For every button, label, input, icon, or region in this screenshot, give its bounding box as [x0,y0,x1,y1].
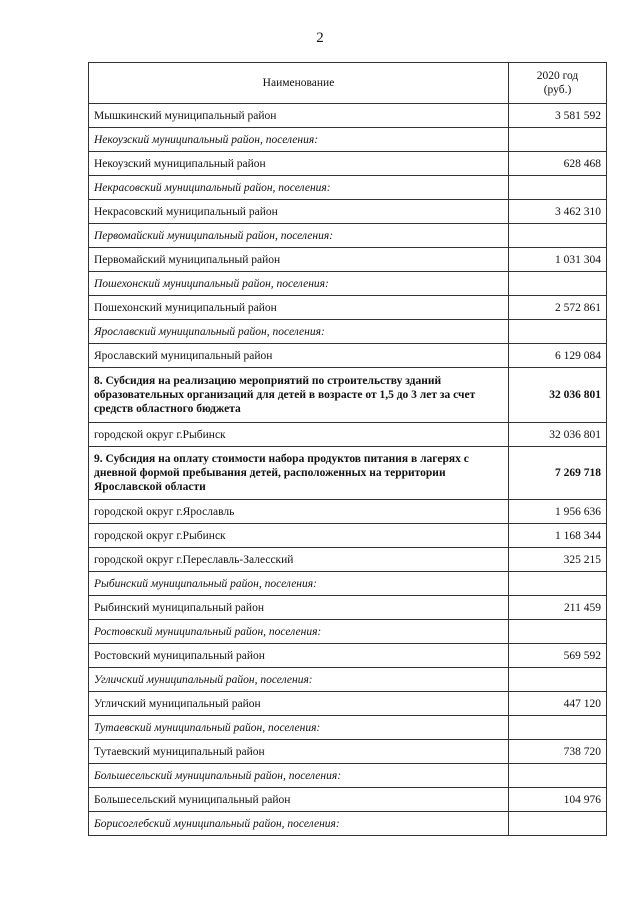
row-amount-cell: 32 036 801 [509,423,607,447]
row-amount-cell: 3 462 310 [509,200,607,224]
table-row [89,644,607,668]
table-row [89,524,607,548]
row-name-cell: Ярославский муниципальный район [89,344,509,368]
row-name-cell: городской округ г.Рыбинск [89,524,509,548]
row-amount-cell: 1 956 636 [509,500,607,524]
district-group-row [89,176,607,200]
district-group-row [89,620,607,644]
row-name-cell: городской округ г.Ярославль [89,500,509,524]
table-row [89,152,607,176]
table-row [89,692,607,716]
table-row [89,248,607,272]
row-name-cell: Угличский муниципальный район, поселения: [89,668,509,692]
table-row [89,548,607,572]
row-amount-cell: 569 592 [509,644,607,668]
row-name-cell: Угличский муниципальный район [89,692,509,716]
row-name-cell: Тутаевский муниципальный район, поселения: [89,716,509,740]
table-row [89,104,607,128]
table-row [89,200,607,224]
row-name-cell: Некрасовский муниципальный район [89,200,509,224]
page-number: 2 [316,30,324,46]
table-row [89,296,607,320]
row-amount-cell: 1 168 344 [509,524,607,548]
row-amount-cell: 1 031 304 [509,248,607,272]
row-name-cell: Рыбинский муниципальный район, поселения: [89,572,509,596]
row-amount-cell [509,176,607,200]
row-amount-cell [509,128,607,152]
table-body [89,104,607,836]
district-group-row [89,716,607,740]
district-group-row [89,224,607,248]
row-name-cell: Ростовский муниципальный район [89,644,509,668]
table-header-row [89,63,607,104]
budget-table [88,62,607,836]
row-amount-cell [509,572,607,596]
row-name-cell: Большесельский муниципальный район, поселения: [89,764,509,788]
row-name-cell: Тутаевский муниципальный район [89,740,509,764]
row-name-cell: Некрасовский муниципальный район, поселения: [89,176,509,200]
column-header-year: 2020 год (руб.) [509,63,607,104]
row-amount-cell: 6 129 084 [509,344,607,368]
row-amount-cell [509,812,607,836]
row-amount-cell [509,320,607,344]
row-name-cell: Борисоглебский муниципальный район, поселения: [89,812,509,836]
row-name-cell: Первомайский муниципальный район, поселения: [89,224,509,248]
row-amount-cell: 447 120 [509,692,607,716]
row-name-cell: 8. Субсидия на реализацию мероприятий по строительству зданий образовательных организаций для детей в возрасте от 1,5 до 3 лет за счет средств областного бюджета [89,368,509,423]
row-amount-cell [509,620,607,644]
row-amount-cell: 628 468 [509,152,607,176]
row-amount-cell: 325 215 [509,548,607,572]
row-name-cell: Некоузский муниципальный район [89,152,509,176]
row-amount-cell: 7 269 718 [509,447,607,500]
section-heading-row [89,447,607,500]
district-group-row [89,764,607,788]
table-row [89,788,607,812]
row-name-cell: Пошехонский муниципальный район [89,296,509,320]
district-group-row [89,572,607,596]
row-name-cell: Некоузский муниципальный район, поселения: [89,128,509,152]
row-name-cell: 9. Субсидия на оплату стоимости набора продуктов питания в лагерях с дневной формой пребывания детей, расположенных на территории Ярославской области [89,447,509,500]
district-group-row [89,320,607,344]
row-name-cell: Рыбинский муниципальный район [89,596,509,620]
row-name-cell: городской округ г.Рыбинск [89,423,509,447]
district-group-row [89,668,607,692]
column-header-name: Наименование [89,63,509,104]
row-amount-cell: 738 720 [509,740,607,764]
row-amount-cell [509,764,607,788]
table-row [89,500,607,524]
row-amount-cell [509,224,607,248]
row-name-cell: Большесельский муниципальный район [89,788,509,812]
row-amount-cell [509,272,607,296]
row-amount-cell: 104 976 [509,788,607,812]
district-group-row [89,128,607,152]
row-name-cell: Ярославский муниципальный район, поселения: [89,320,509,344]
district-group-row [89,812,607,836]
row-amount-cell [509,668,607,692]
table-row [89,740,607,764]
table-row [89,344,607,368]
table-row [89,423,607,447]
row-name-cell: Ростовский муниципальный район, поселения: [89,620,509,644]
district-group-row [89,272,607,296]
row-amount-cell: 2 572 861 [509,296,607,320]
row-name-cell: Пошехонский муниципальный район, поселения: [89,272,509,296]
row-name-cell: Мышкинский муниципальный район [89,104,509,128]
row-amount-cell [509,716,607,740]
section-heading-row [89,368,607,423]
row-amount-cell: 3 581 592 [509,104,607,128]
row-amount-cell: 32 036 801 [509,368,607,423]
row-amount-cell: 211 459 [509,596,607,620]
table-row [89,596,607,620]
row-name-cell: Первомайский муниципальный район [89,248,509,272]
row-name-cell: городской округ г.Переславль-Залесский [89,548,509,572]
